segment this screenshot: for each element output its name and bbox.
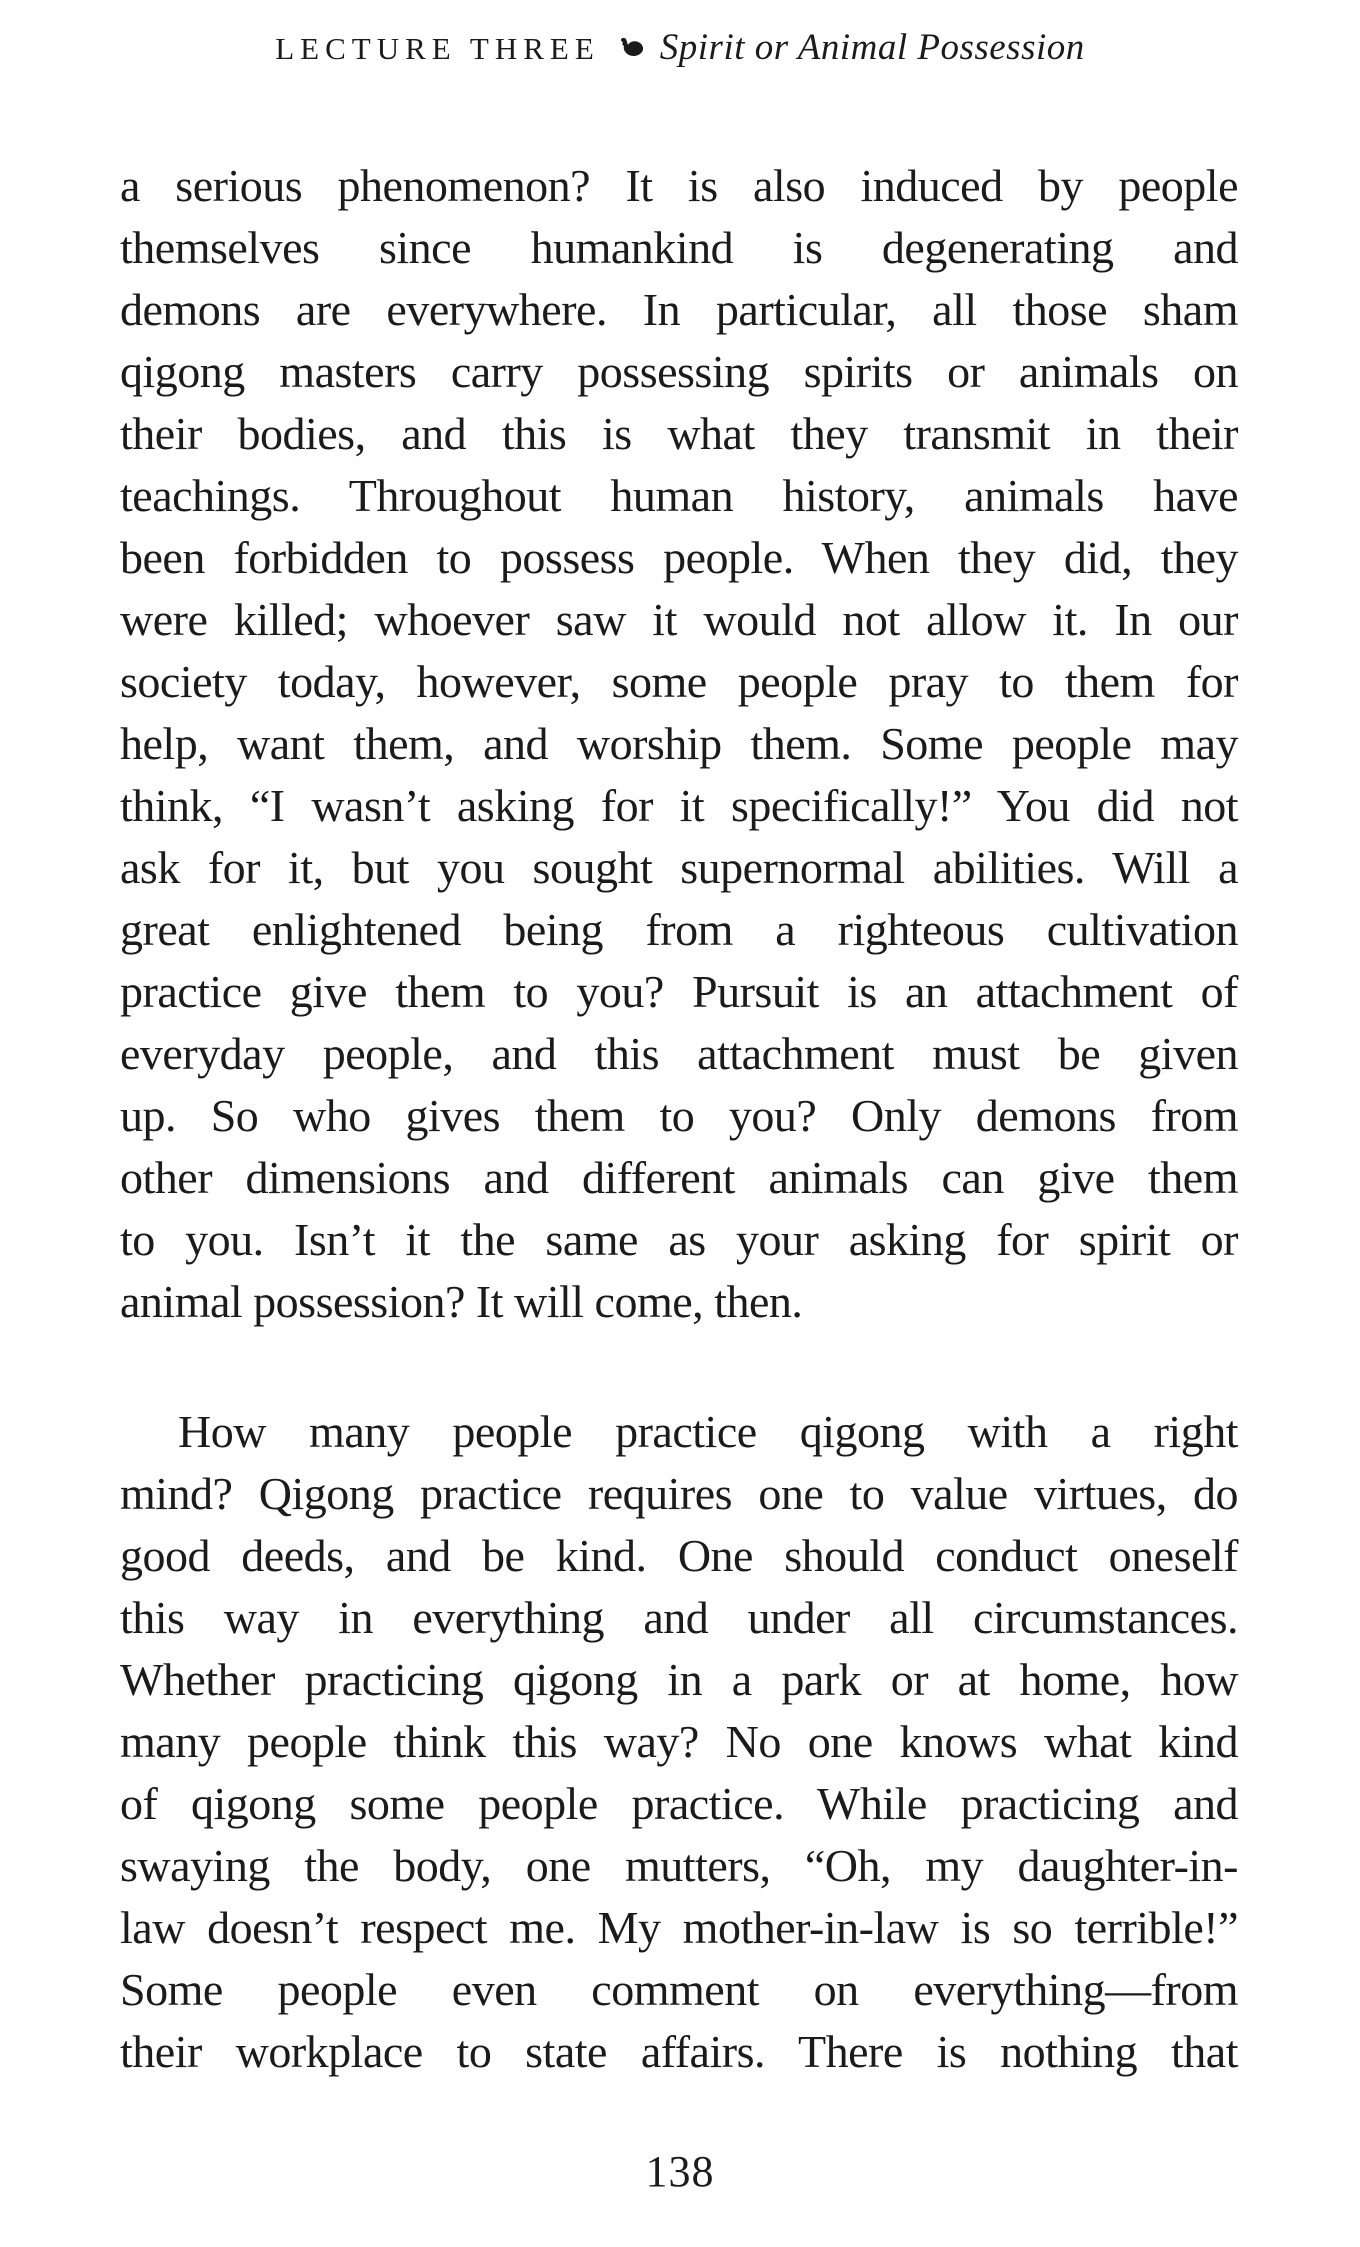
paragraph [120, 155, 1238, 1333]
lecture-label: LECTURE THREE [275, 31, 600, 66]
text-line: good deeds, and be kind. One should conduct oneself [120, 1530, 1238, 1581]
text-line: How many people practice qigong with a right [178, 1406, 1238, 1457]
text-line: their workplace to state affairs. There is nothing that [120, 2026, 1238, 2077]
text-line: great enlightened being from a righteous cultivation [120, 904, 1238, 955]
text-line: Whether practicing qigong in a park or at home, how [120, 1654, 1238, 1705]
text-line: help, want them, and worship them. Some people may [120, 718, 1238, 769]
text-line: a serious phenomenon? It is also induced by people [120, 160, 1238, 211]
text-line: everyday people, and this attachment must be given [120, 1028, 1238, 1079]
text-line: ask for it, but you sought supernormal abilities. Will a [120, 842, 1238, 893]
text-line: practice give them to you? Pursuit is an attachment of [120, 966, 1238, 1017]
paragraph [120, 1401, 1238, 2083]
text-line: mind? Qigong practice requires one to value virtues, do [120, 1468, 1238, 1519]
chapter-title: Spirit or Animal Possession [659, 27, 1085, 68]
text-line: law doesn’t respect me. My mother-in-law is so terrible!” [120, 1902, 1238, 1953]
text-line: been forbidden to possess people. When they did, they [120, 532, 1238, 583]
text-line: to you. Isn’t it the same as your asking for spirit or [120, 1214, 1238, 1265]
text-line: of qigong some people practice. While practicing and [120, 1778, 1238, 1829]
text-line: many people think this way? No one knows what kind [120, 1716, 1238, 1767]
text-line: animal possession? It will come, then. [120, 1276, 803, 1327]
text-line: this way in everything and under all circumstances. [120, 1592, 1238, 1643]
text-line: their bodies, and this is what they transmit in their [120, 408, 1238, 459]
text-line: other dimensions and different animals can give them [120, 1152, 1238, 1203]
text-line: teachings. Throughout human history, animals have [120, 470, 1238, 521]
text-line: Some people even comment on everything—from [120, 1964, 1238, 2015]
text-line: up. So who gives them to you? Only demons from [120, 1090, 1238, 1141]
text-line: demons are everywhere. In particular, all those sham [120, 284, 1238, 335]
hedera-leaf-icon [616, 34, 648, 71]
text-line: were killed; whoever saw it would not allow it. In our [120, 594, 1238, 645]
text-line: qigong masters carry possessing spirits or animals on [120, 346, 1238, 397]
text-line: swaying the body, one mutters, “Oh, my daughter-in- [120, 1840, 1238, 1891]
page-number: 138 [645, 2147, 715, 2196]
text-line: themselves since humankind is degenerating and [120, 222, 1238, 273]
running-header [0, 26, 1360, 71]
text-line: think, “I wasn’t asking for it specifically!” You did not [120, 780, 1238, 831]
text-line: society today, however, some people pray to them for [120, 656, 1238, 707]
body-text [120, 155, 1238, 2083]
